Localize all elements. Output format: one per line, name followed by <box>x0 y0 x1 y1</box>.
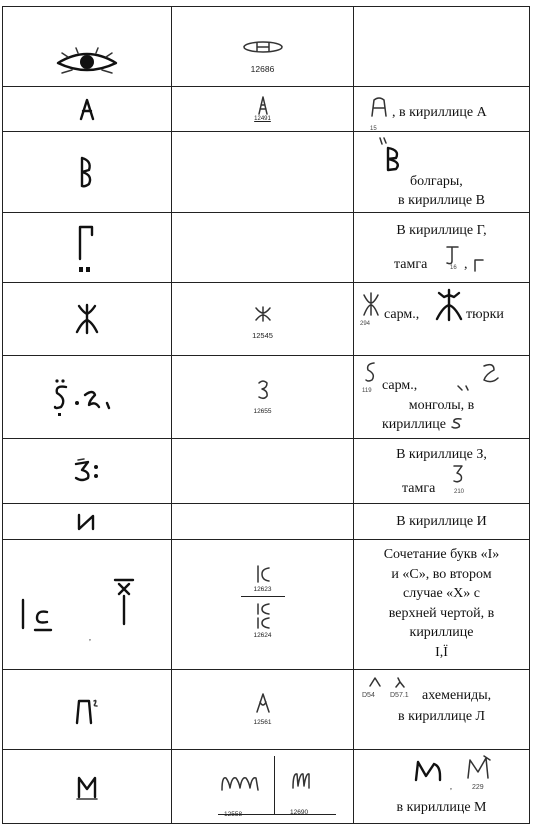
eye-code-icon <box>241 39 285 55</box>
l-achaemenid2-icon <box>394 676 406 688</box>
desc-line: сарм., <box>382 378 418 393</box>
ref-mark: 229 <box>472 784 484 791</box>
desc-line: I,Ï <box>435 644 448 660</box>
code-underline <box>218 814 336 815</box>
code-cell <box>172 439 354 504</box>
desc-cell <box>354 540 530 670</box>
desc-cell <box>354 213 530 283</box>
l-achaemenid-icon <box>368 676 382 688</box>
table-row <box>3 356 530 439</box>
zh-sign-icon <box>73 302 101 336</box>
desc-line: В кириллице И <box>396 514 487 529</box>
code-cell <box>172 504 354 540</box>
code-cell <box>172 213 354 283</box>
z-mongol-icon <box>454 360 500 394</box>
ic-sign-icon <box>17 590 57 634</box>
desc-cell <box>354 283 530 356</box>
desc-line: в кириллице В <box>398 193 485 208</box>
code-label: 12545 <box>252 330 273 340</box>
ref-mark: 16 <box>450 265 457 271</box>
g-sign-icon <box>75 221 99 275</box>
table-row <box>3 540 530 670</box>
desc-line: в кириллице М <box>396 800 487 815</box>
table-row <box>3 750 530 824</box>
ic-code2-icon <box>253 601 273 631</box>
sign-cell <box>3 213 172 283</box>
desc-cell <box>354 750 530 824</box>
table-row <box>3 504 530 540</box>
code-label: 12623 <box>253 586 272 593</box>
a-sign-icon <box>77 97 97 121</box>
table-row <box>3 283 530 356</box>
code-cell <box>172 87 354 132</box>
m-sign-icon <box>75 773 99 801</box>
m-code2-icon <box>290 770 312 790</box>
desc-line: тюрки <box>466 307 504 322</box>
code-cell <box>172 670 354 750</box>
desc-cell <box>354 7 530 87</box>
code-label: 12624 <box>253 632 272 639</box>
code-label: 12690 <box>290 809 309 816</box>
v-sign-icon <box>78 155 96 189</box>
desc-line: тамга <box>394 257 428 272</box>
desc-line: , в кириллице А <box>392 105 487 120</box>
a-code-icon <box>256 95 270 115</box>
code-cell <box>172 283 354 356</box>
m-parallel-icon <box>412 756 446 784</box>
code-label: 12558 <box>224 811 243 818</box>
desc-line: болгары, <box>410 174 463 189</box>
sign-table <box>2 6 530 824</box>
desc-line: кириллице <box>382 417 446 432</box>
g-small-icon <box>472 257 486 273</box>
zh-turkic-icon <box>434 287 464 323</box>
ref-mark: 119 <box>362 388 372 394</box>
ref-mark: D57.1 <box>390 692 409 699</box>
code-cell <box>172 132 354 213</box>
desc-line: ахемениды, <box>422 688 492 703</box>
m-parallel2-icon <box>464 754 492 782</box>
desc-line: кириллице <box>409 625 474 640</box>
desc-line: тамга <box>402 481 436 496</box>
desc-line: В кириллице Г, <box>396 223 487 238</box>
a-parallel-icon <box>366 96 392 120</box>
desc-line: В кириллице З, <box>396 447 487 462</box>
code-label: 12686 <box>250 64 275 74</box>
z-cyrillic-icon <box>449 416 465 430</box>
separator-mark: , <box>89 633 91 642</box>
code-cell <box>172 356 354 439</box>
table-row <box>3 132 530 213</box>
code-cell <box>172 750 354 824</box>
m-code-icon <box>220 774 260 792</box>
i-sign-icon <box>74 512 100 532</box>
table-row <box>3 87 530 132</box>
z-sarmatian-icon <box>362 360 380 386</box>
sign-cell <box>3 540 172 670</box>
code-label: 12655 <box>253 407 272 415</box>
ix-sign-icon <box>111 576 137 628</box>
desc-line: в кириллице Л <box>397 709 486 724</box>
code-label: 12491 <box>254 115 271 122</box>
z-code-icon <box>255 379 271 401</box>
sign-cell <box>3 439 172 504</box>
desc-cell <box>354 356 530 439</box>
zh-sarmatian-icon <box>360 291 382 317</box>
desc-line: сарм., <box>384 307 420 322</box>
zh-code-icon <box>253 305 273 323</box>
l-sign-icon <box>73 695 101 725</box>
sign-cell <box>3 504 172 540</box>
desc-line: , <box>464 257 468 272</box>
desc-cell <box>354 504 530 540</box>
table-row <box>3 7 530 87</box>
desc-cell <box>354 670 530 750</box>
z2-tamga-icon <box>450 463 466 487</box>
code-label: 12561 <box>253 719 272 726</box>
code-cell <box>172 7 354 87</box>
desc-line: верхней чертой, в <box>388 605 495 621</box>
desc-line: монголы, в <box>408 398 475 413</box>
z-sign-icon <box>47 377 127 417</box>
sign-cell <box>3 283 172 356</box>
desc-line: и «С», во втором <box>391 566 492 582</box>
desc-cell <box>354 132 530 213</box>
code-cell <box>172 540 354 670</box>
sign-cell <box>3 7 172 87</box>
v-parallel-icon <box>374 136 406 174</box>
eye-sign-icon <box>52 43 122 79</box>
ref-mark: D54 <box>362 692 375 699</box>
ref-mark: 294 <box>360 321 371 327</box>
ref-mark: 210 <box>454 489 465 495</box>
table-row <box>3 439 530 504</box>
ref-mark: 15 <box>370 126 377 132</box>
ic-code-icon <box>253 563 273 585</box>
desc-cell <box>354 439 530 504</box>
z2-sign-icon <box>70 458 104 484</box>
sign-cell <box>3 356 172 439</box>
table-row <box>3 670 530 750</box>
sign-cell <box>3 87 172 132</box>
desc-line: случае «Х» с <box>403 586 480 601</box>
l-code-icon <box>254 692 272 714</box>
separator-mark: , <box>450 782 452 791</box>
sign-cell <box>3 670 172 750</box>
desc-cell <box>354 87 530 132</box>
sign-cell <box>3 132 172 213</box>
desc-line: Сочетание букв «I» <box>383 547 500 562</box>
table-row <box>3 213 530 283</box>
sign-cell <box>3 750 172 824</box>
